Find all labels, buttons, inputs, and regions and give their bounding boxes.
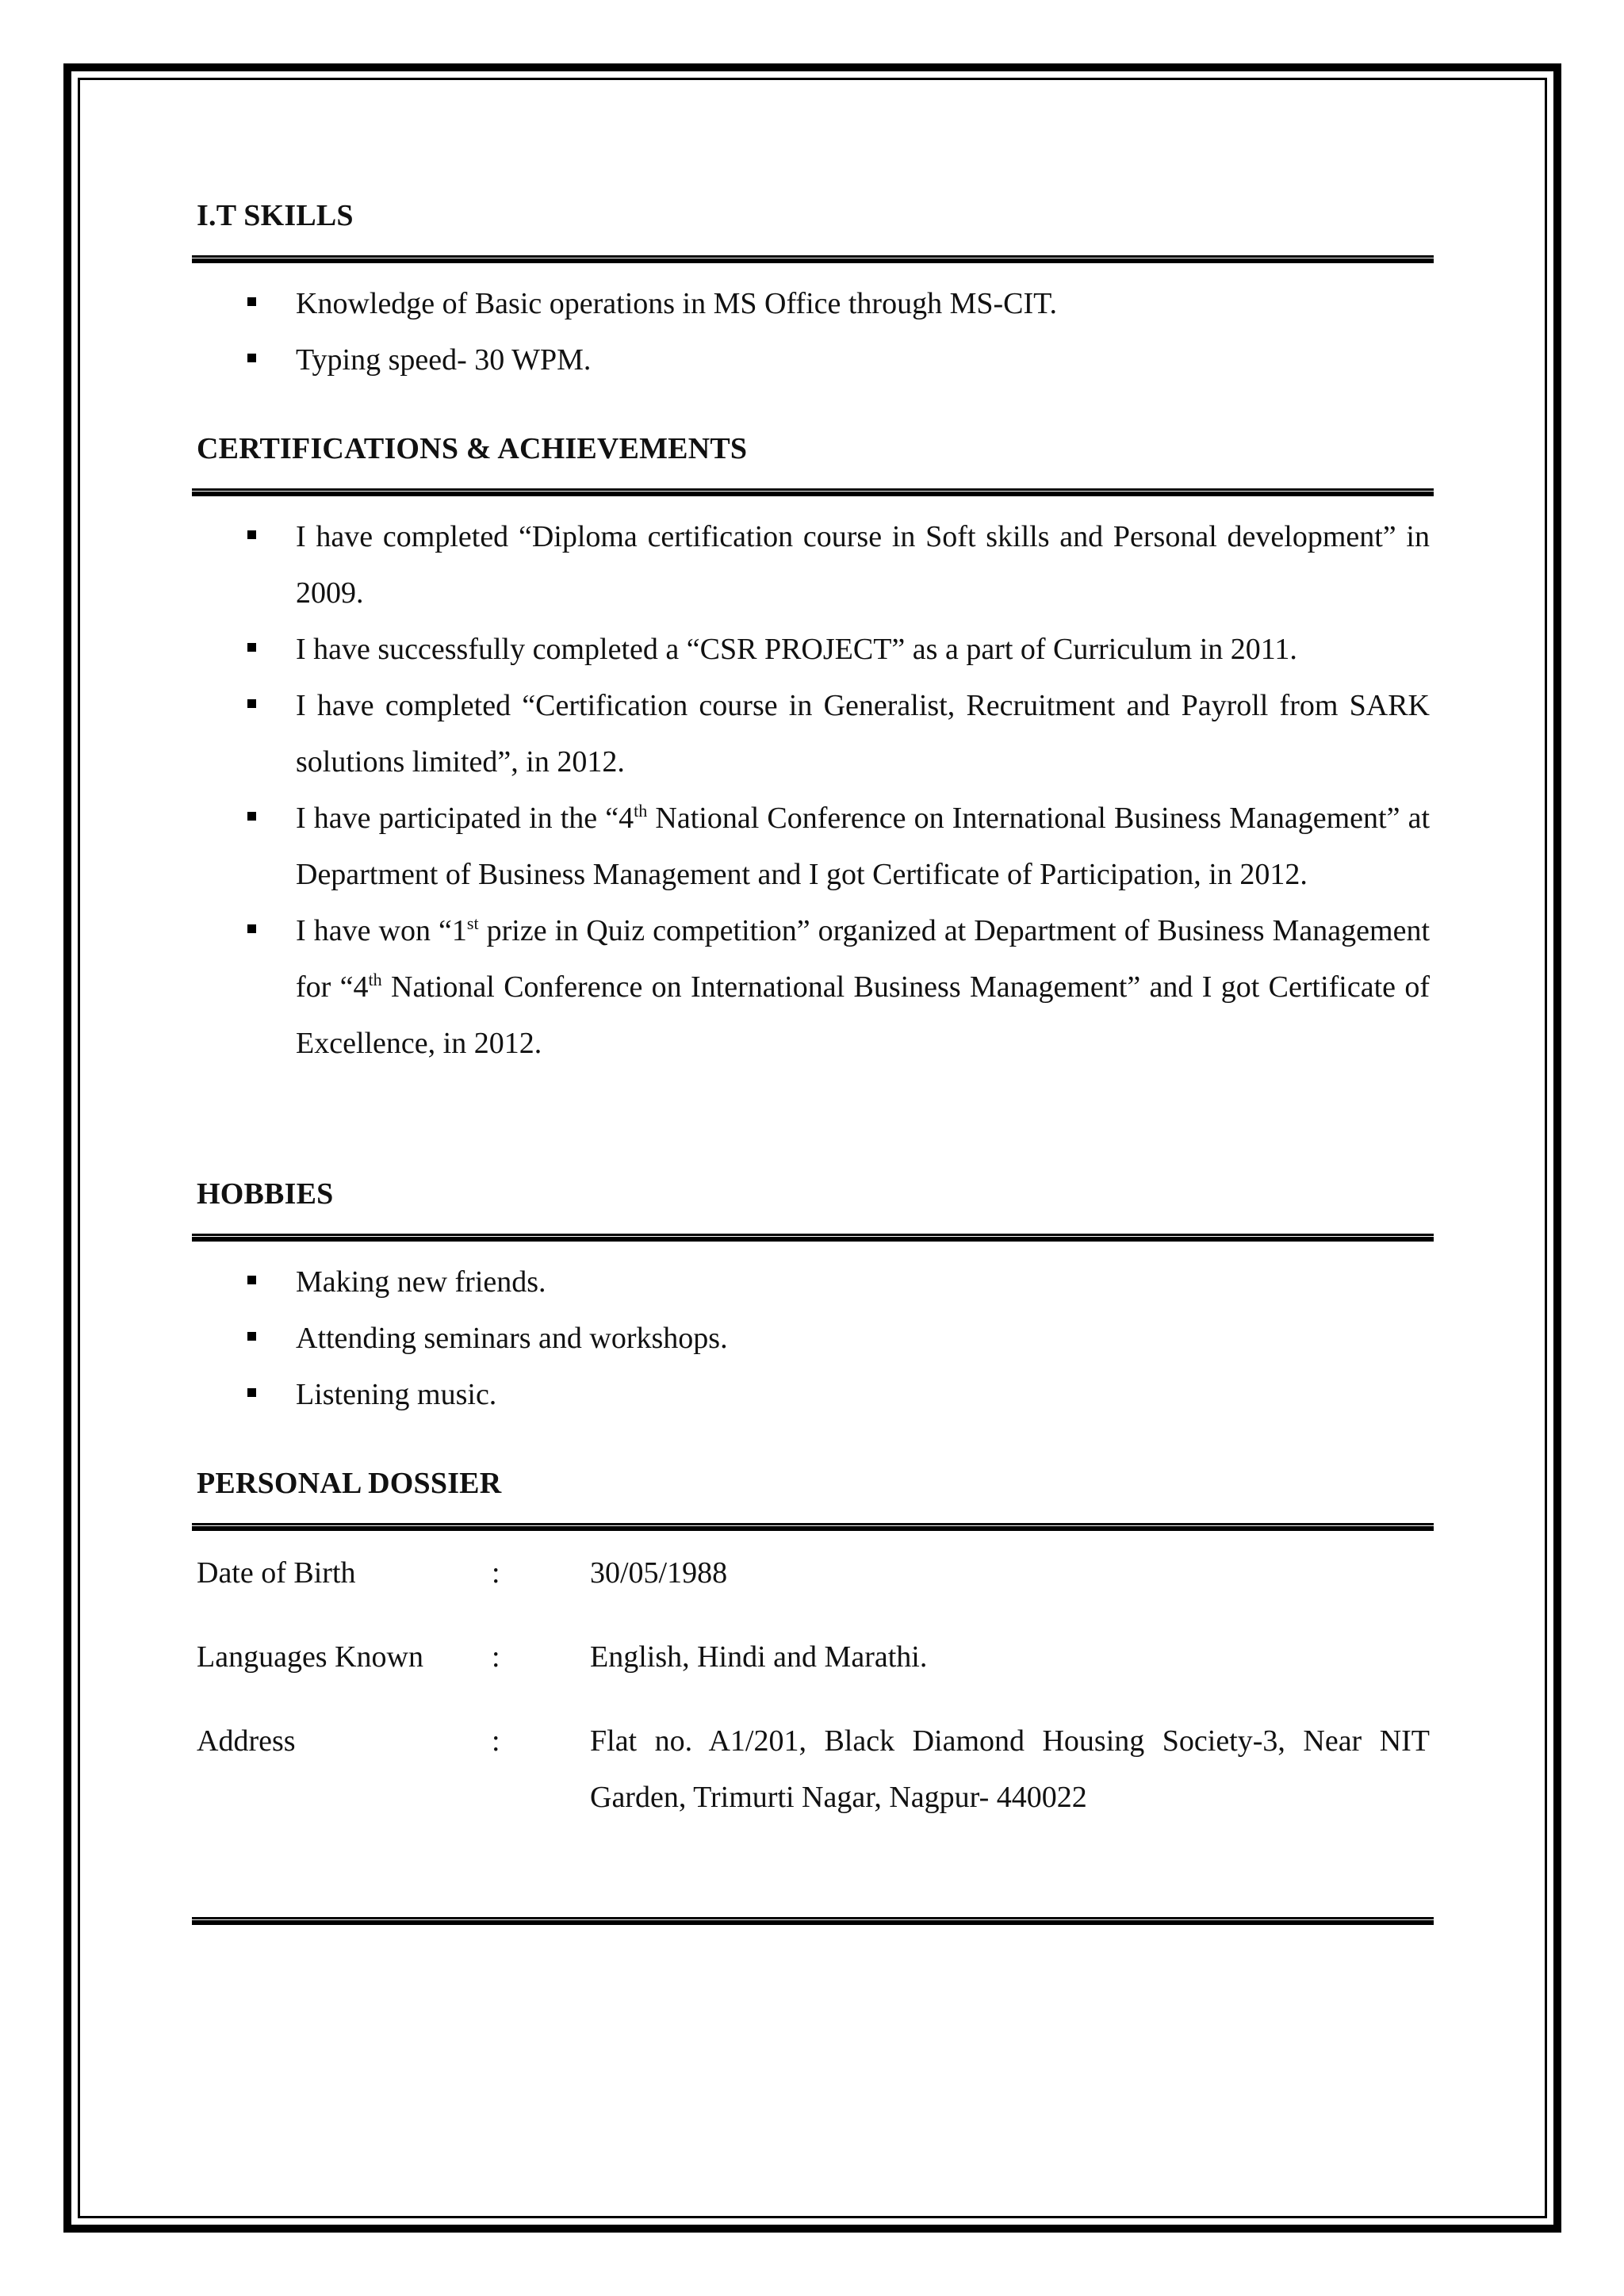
bullet-square-icon bbox=[247, 1332, 256, 1341]
it-skills-list bbox=[197, 276, 1430, 388]
bullet-square-icon bbox=[247, 297, 256, 306]
list-item: Attending seminars and workshops. bbox=[197, 1311, 1430, 1367]
list-item: Knowledge of Basic operations in MS Office through MS-CIT. bbox=[197, 276, 1430, 332]
dossier-colon: : bbox=[492, 1724, 500, 1758]
list-item: I have completed “Diploma certification course in Soft skills and Personal development” in 2009. bbox=[197, 509, 1430, 622]
dossier-value: 30/05/1988 bbox=[590, 1556, 728, 1590]
hobbies-section bbox=[197, 1177, 1430, 1411]
certifications-list bbox=[197, 509, 1430, 1072]
certifications-heading: CERTIFICATIONS & ACHIEVEMENTS bbox=[197, 432, 748, 465]
personal-dossier-rule bbox=[192, 1523, 1434, 1531]
it-skills-section bbox=[197, 198, 1430, 377]
list-item: Making new friends. bbox=[197, 1254, 1430, 1311]
list-item: I have completed “Certification course in Generalist, Recruitment and Payroll from SARK solutions limited”, in 2012. bbox=[197, 678, 1430, 790]
bullet-square-icon bbox=[247, 1276, 256, 1284]
bullet-square-icon bbox=[247, 812, 256, 821]
dossier-label: Date of Birth bbox=[197, 1556, 356, 1590]
closing-rule bbox=[192, 1917, 1434, 1925]
bullet-square-icon bbox=[247, 643, 256, 652]
dossier-value: English, Hindi and Marathi. bbox=[590, 1640, 928, 1674]
bullet-square-icon bbox=[247, 530, 256, 539]
dossier-label: Languages Known bbox=[197, 1640, 423, 1674]
dossier-label: Address bbox=[197, 1724, 296, 1758]
it-skills-rule bbox=[192, 255, 1434, 263]
dossier-colon: : bbox=[492, 1640, 500, 1674]
list-item: Typing speed- 30 WPM. bbox=[197, 332, 1430, 388]
bullet-square-icon bbox=[247, 699, 256, 708]
it-skills-heading: I.T SKILLS bbox=[197, 199, 354, 232]
list-item: I have successfully completed a “CSR PROJECT” as a part of Curriculum in 2011. bbox=[197, 622, 1430, 678]
list-item: Listening music. bbox=[197, 1367, 1430, 1423]
bullet-square-icon bbox=[247, 924, 256, 933]
personal-dossier-section bbox=[197, 1466, 1430, 1814]
hobbies-list bbox=[197, 1254, 1430, 1423]
bullet-square-icon bbox=[247, 1388, 256, 1397]
personal-dossier-heading: PERSONAL DOSSIER bbox=[197, 1467, 502, 1500]
certifications-rule bbox=[192, 488, 1434, 496]
list-item: I have won “1st prize in Quiz competition” organized at Department of Business Management for “4th National Conference on International Business Management” and I got Certificate of Excellence, in 2012. bbox=[197, 903, 1430, 1072]
list-item: I have participated in the “4th National Conference on International Business Management” at Department of Business Management and I got Certificate of Participation, in 2012. bbox=[197, 790, 1430, 903]
hobbies-rule bbox=[192, 1234, 1434, 1242]
certifications-section bbox=[197, 431, 1431, 1060]
bullet-square-icon bbox=[247, 354, 256, 362]
hobbies-heading: HOBBIES bbox=[197, 1177, 334, 1211]
dossier-colon: : bbox=[492, 1556, 500, 1590]
page-border-inner bbox=[78, 78, 1547, 2218]
dossier-value: Flat no. A1/201, Black Diamond Housing Society-3, Near NIT Garden, Trimurti Nagar, Nagpur- 440022 bbox=[590, 1724, 1430, 1814]
